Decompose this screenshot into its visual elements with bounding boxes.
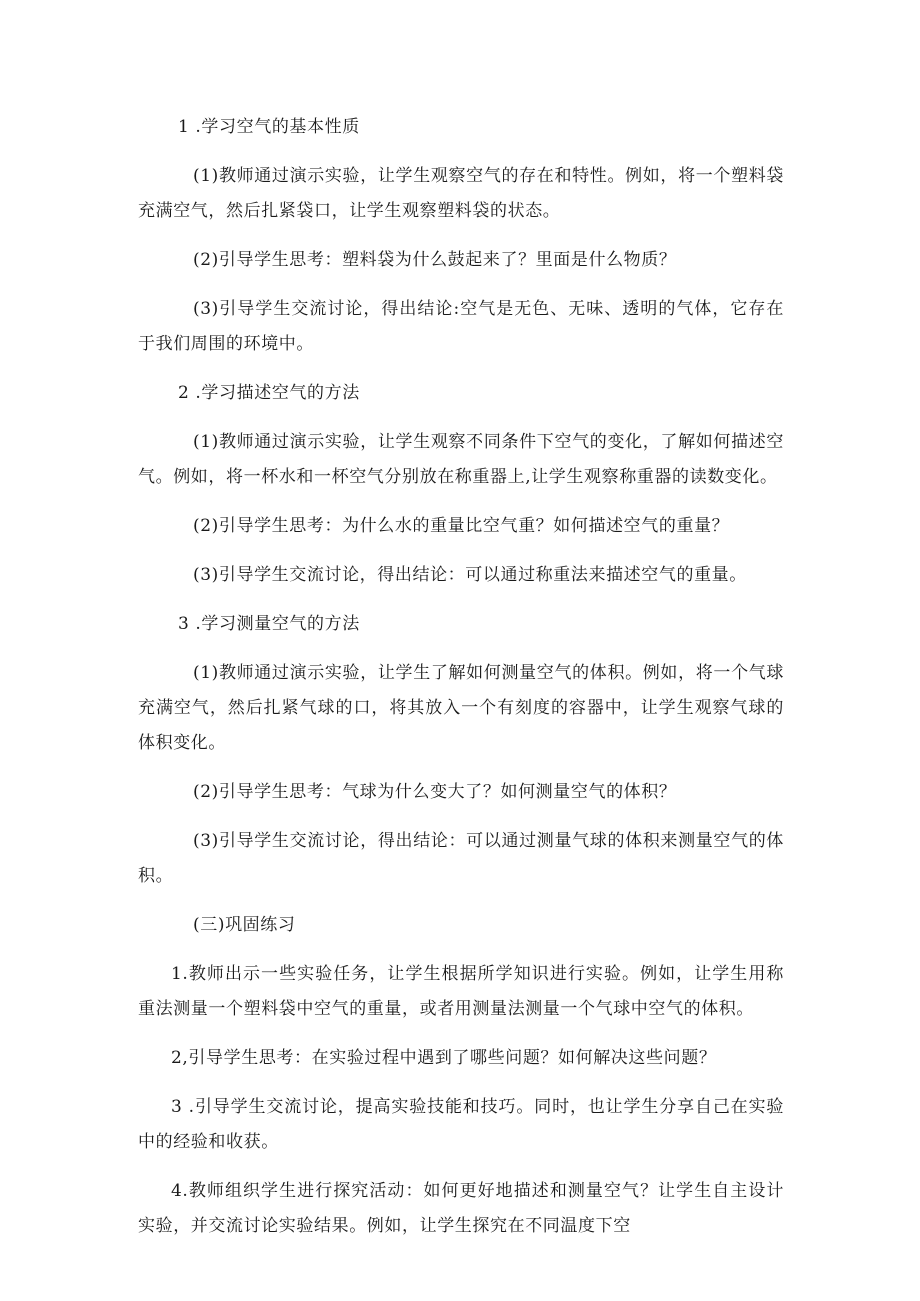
document-page <box>138 110 784 1258</box>
section-heading-3: 3 .学习测量空气的方法 <box>178 614 360 634</box>
section-heading-1: 1 .学习空气的基本性质 <box>178 117 360 137</box>
practice-item-2: 2,引导学生思考：在实验过程中遇到了哪些问题？如何解决这些问题？ <box>171 1048 717 1068</box>
paragraph-2-1: (1)教师通过演示实验，让学生观察不同条件下空气的变化，了解如何描述空气。例如，将一杯水和一杯空气分别放在称重器上,让学生观察称重器的读数变化。 <box>138 432 784 487</box>
paragraph-1-3: (3)引导学生交流讨论，得出结论:空气是无色、无味、透明的气体，它存在于我们周围的环境中。 <box>138 299 784 354</box>
practice-heading: (三)巩固练习 <box>193 915 296 935</box>
paragraph-1-1: (1)教师通过演示实验，让学生观察空气的存在和特性。例如，将一个塑料袋充满空气，然后扎紧袋口，让学生观察塑料袋的状态。 <box>138 166 784 221</box>
section-heading-2: 2 .学习描述空气的方法 <box>178 383 360 403</box>
paragraph-3-1: (1)教师通过演示实验，让学生了解如何测量空气的体积。例如，将一个气球充满空气，然后扎紧气球的口，将其放入一个有刻度的容器中，让学生观察气球的体积变化。 <box>138 663 784 753</box>
paragraph-2-3: (3)引导学生交流讨论，得出结论：可以通过称重法来描述空气的重量。 <box>193 565 747 585</box>
paragraph-2-2: (2)引导学生思考：为什么水的重量比空气重？如何描述空气的重量？ <box>193 516 730 536</box>
paragraph-3-2: (2)引导学生思考：气球为什么变大了？如何测量空气的体积？ <box>193 782 677 802</box>
practice-item-1: 1.教师出示一些实验任务，让学生根据所学知识进行实验。例如，让学生用称重法测量一个塑料袋中空气的重量，或者用测量法测量一个气球中空气的体积。 <box>138 964 784 1019</box>
paragraph-1-2: (2)引导学生思考：塑料袋为什么鼓起来了？里面是什么物质？ <box>193 250 677 270</box>
paragraph-3-3: (3)引导学生交流讨论，得出结论：可以通过测量气球的体积来测量空气的体积。 <box>138 831 784 886</box>
practice-item-3: 3 .引导学生交流讨论，提高实验技能和技巧。同时，也让学生分享自己在实验中的经验和收获。 <box>138 1097 784 1152</box>
practice-item-4: 4.教师组织学生进行探究活动：如何更好地描述和测量空气？让学生自主设计实验，并交流讨论实验结果。例如，让学生探究在不同温度下空 <box>138 1181 784 1236</box>
